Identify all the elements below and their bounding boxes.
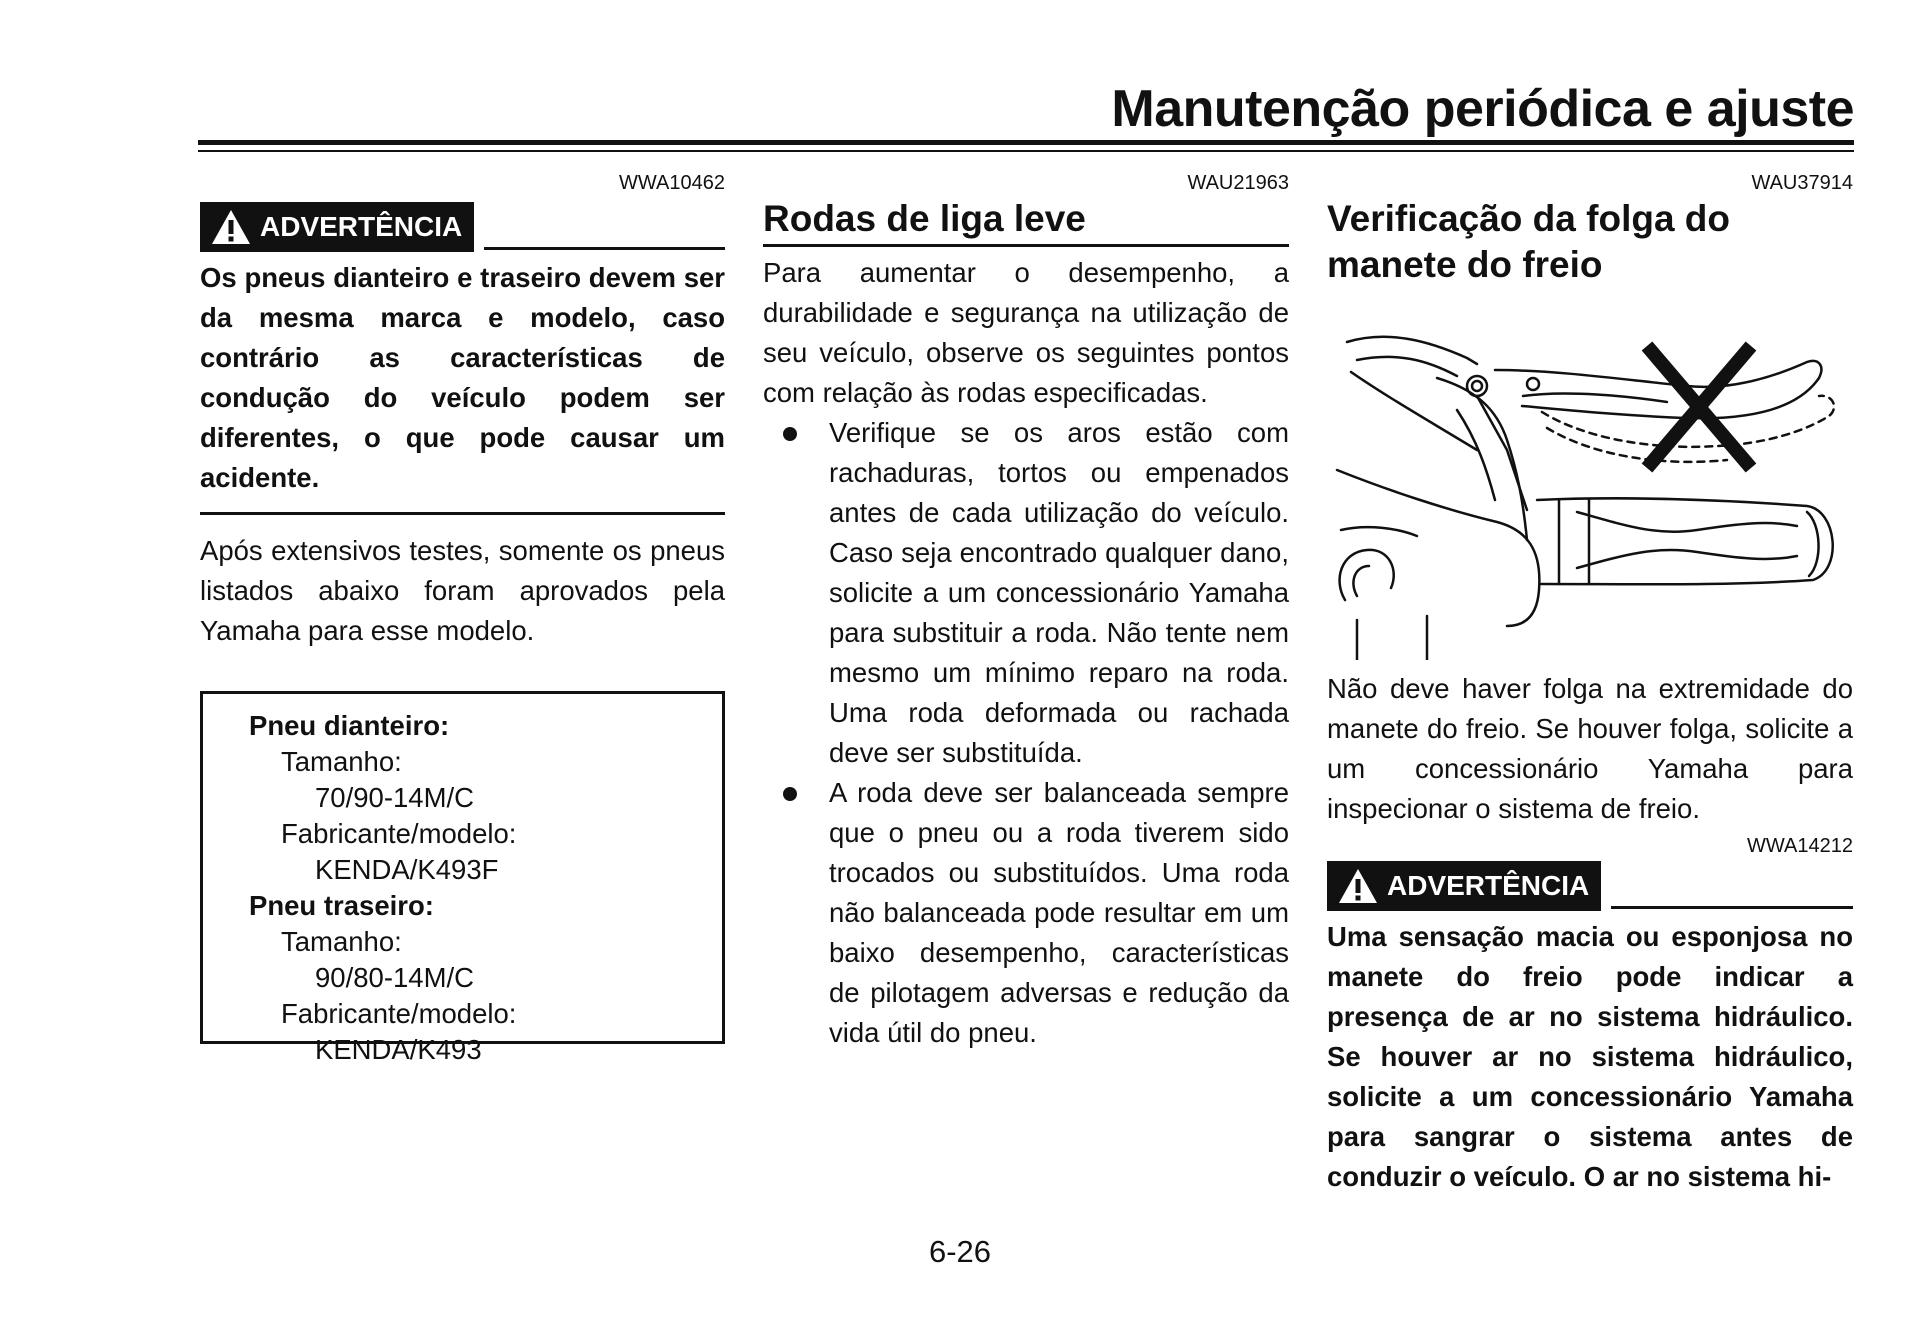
warning-label: ADVERTÊNCIA	[260, 211, 463, 242]
warning-badge	[200, 202, 474, 252]
rear-tire-label: Pneu traseiro:	[249, 890, 434, 921]
lever-free-play-paragraph: Não deve haver folga na extremidade do manete do freio. Se houver folga, solicite a um concessionário Yamaha para inspecionar o sistema de freio.	[1327, 673, 1853, 824]
front-size-value: 70/90-14M/C	[315, 782, 474, 813]
rear-size-label: Tamanho:	[281, 926, 402, 957]
front-maker-label: Fabricante/modelo:	[281, 818, 517, 849]
warning-code: WWA14212	[1747, 835, 1853, 857]
warning-line	[1611, 906, 1853, 909]
list-item-text: A roda deve ser balanceada sempre que o pneu ou a roda tiverem sido trocados ou substituídos. Uma roda não balanceada pode resultar em um baixo desempenho, características de pilotagem adversas e redução da vida útil do pneu.	[829, 777, 1289, 1048]
approved-tires-paragraph: Após extensivos testes, somente os pneus listados abaixo foram aprovados pela Yamaha para esse modelo.	[200, 535, 725, 646]
warning-header	[200, 202, 725, 252]
bullet-icon	[783, 787, 797, 801]
rear-tire-specs	[249, 888, 722, 1068]
column-right	[1327, 170, 1853, 1197]
section-code: WWA10462	[619, 172, 725, 194]
warning-triangle-icon	[210, 208, 252, 246]
front-tire-label: Pneu dianteiro:	[249, 710, 450, 741]
header-rule	[198, 140, 1854, 145]
warning-badge	[1327, 861, 1601, 911]
rear-size-value: 90/80-14M/C	[315, 962, 474, 993]
rear-maker-label: Fabricante/modelo:	[281, 998, 517, 1029]
section-heading: Rodas de liga leve	[763, 198, 1086, 239]
bullet-icon	[783, 427, 797, 441]
warning-header	[1327, 861, 1853, 911]
front-size-label: Tamanho:	[281, 746, 402, 777]
warning-text: Os pneus dianteiro e traseiro devem ser da mesma marca e modelo, caso contrário as características de condução do veículo podem ser diferentes, o que pode causar um acidente.	[200, 262, 725, 493]
front-maker-value: KENDA/K493F	[315, 854, 499, 885]
intro-paragraph: Para aumentar o desempenho, a durabilidade e segurança na utilização de seu veículo, observe os seguintes pontos com relação às rodas especificadas.	[763, 257, 1289, 408]
header-rule-thin	[198, 150, 1854, 152]
column-left	[200, 170, 725, 1065]
list-item-text: Verifique se os aros estão com rachaduras, tortos ou empenados antes de cada utilização do veículo. Caso seja encontrado qualquer dano, solicite a um concessionário Yamaha para substituir a roda. Não tente nem mesmo um mínimo reparo na roda. Uma roda deformada ou rachada deve ser substituída.	[829, 417, 1289, 768]
warning-label: ADVERTÊNCIA	[1387, 870, 1590, 901]
warning-line	[484, 247, 725, 250]
section-code: WAU21963	[1187, 172, 1289, 194]
section-heading: Verificação da folga do manete do freio	[1327, 198, 1731, 285]
list-item	[763, 413, 1289, 773]
rear-maker-value: KENDA/K493	[315, 1034, 482, 1065]
brake-lever-illustration	[1327, 300, 1853, 660]
warning-text: Uma sensação macia ou esponjosa no manete do freio pode indicar a presença de ar no sistema hidráulico. Se houver ar no sistema hidráulico, solicite a um concessionário Yamaha para sangrar o sistema antes de conduzir o veículo. O ar no sistema hi-	[1327, 921, 1853, 1192]
heading-rule	[763, 244, 1289, 247]
front-tire-specs	[249, 708, 722, 888]
column-middle	[763, 170, 1289, 1053]
list-item	[763, 773, 1289, 1053]
warning-triangle-icon	[1337, 867, 1379, 905]
page-title: Manutenção periódica e ajuste	[1111, 80, 1854, 138]
page-number: 6-26	[928, 1234, 992, 1269]
tire-spec-box	[200, 691, 725, 1065]
section-code: WAU37914	[1751, 172, 1853, 194]
warning-end-rule	[200, 512, 725, 515]
wheel-bullets	[763, 413, 1289, 1053]
